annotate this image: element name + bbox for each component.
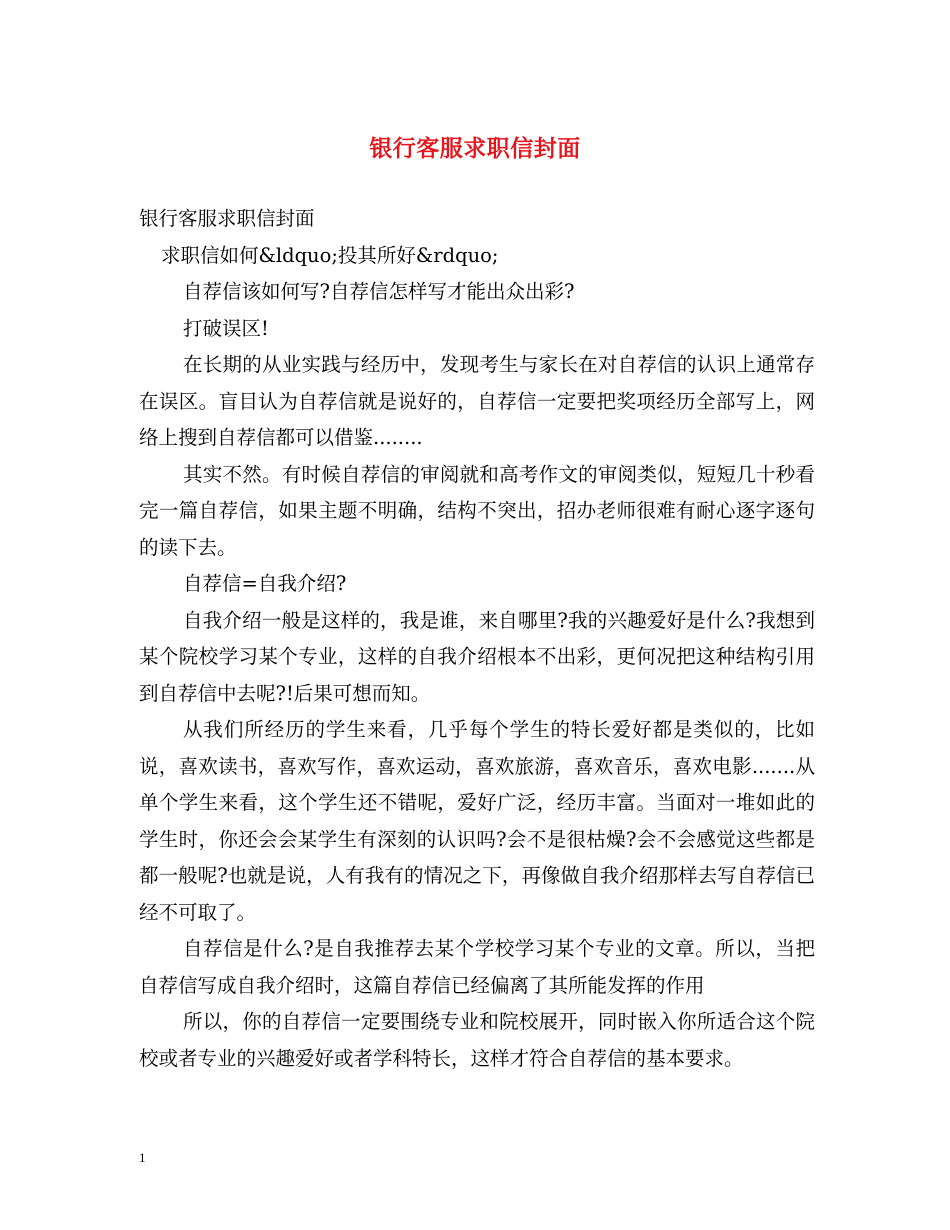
paragraph: 所以，你的自荐信一定要围绕专业和院校展开，同时嵌入你所适合这个院校或者专业的兴趣爱好或者学科特长，这样才符合自荐信的基本要求。	[139, 1010, 815, 1070]
page-number: 1	[139, 1150, 146, 1165]
paragraph: 打破误区!	[183, 316, 269, 340]
paragraph: 自荐信是什么?是自我推荐去某个学校学习某个专业的文章。所以，当把自荐信写成自我介绍时，这篇自荐信已经偏离了其所能发挥的作用	[139, 937, 815, 997]
document-title: 银行客服求职信封面	[369, 135, 581, 162]
document-body	[139, 201, 815, 1077]
paragraph-heading: 银行客服求职信封面	[139, 207, 315, 230]
paragraph: 求职信如何&ldquo;投其所好&rdquo;	[161, 243, 499, 267]
paragraph: 自我介绍一般是这样的，我是谁，来自哪里?我的兴趣爱好是什么?我想到某个院校学习某个专业，这样的自我介绍根本不出彩，更何况把这种结构引用到自荐信中去呢?!后果可想而知。	[139, 608, 815, 705]
paragraph: 在长期的从业实践与经历中，发现考生与家长在对自荐信的认识上通常存在误区。盲目认为自荐信就是说好的，自荐信一定要把奖项经历全部写上，网络上搜到自荐信都可以借鉴........	[139, 353, 815, 449]
paragraph: 自荐信该如何写?自荐信怎样写才能出众出彩?	[183, 280, 575, 303]
paragraph: 其实不然。有时候自荐信的审阅就和高考作文的审阅类似，短短几十秒看完一篇自荐信，如果主题不明确，结构不突出，招办老师很难有耐心逐字逐句的读下去。	[139, 462, 815, 559]
paragraph: 从我们所经历的学生来看，几乎每个学生的特长爱好都是类似的，比如说，喜欢读书，喜欢写作，喜欢运动，喜欢旅游，喜欢音乐，喜欢电影.......从单个学生来看，这个学生还不错呢，爱好广泛，经历丰富。当面对一堆如此的学生时，你还会会某学生有深刻的认识吗?会不是很枯燥?会不会感觉这些都是都一般呢?也就是说，人有我有的情况之下，再像做自我介绍那样去写自荐信已经不可取了。	[139, 718, 815, 924]
paragraph: 自荐信=自我介绍?	[183, 572, 347, 595]
